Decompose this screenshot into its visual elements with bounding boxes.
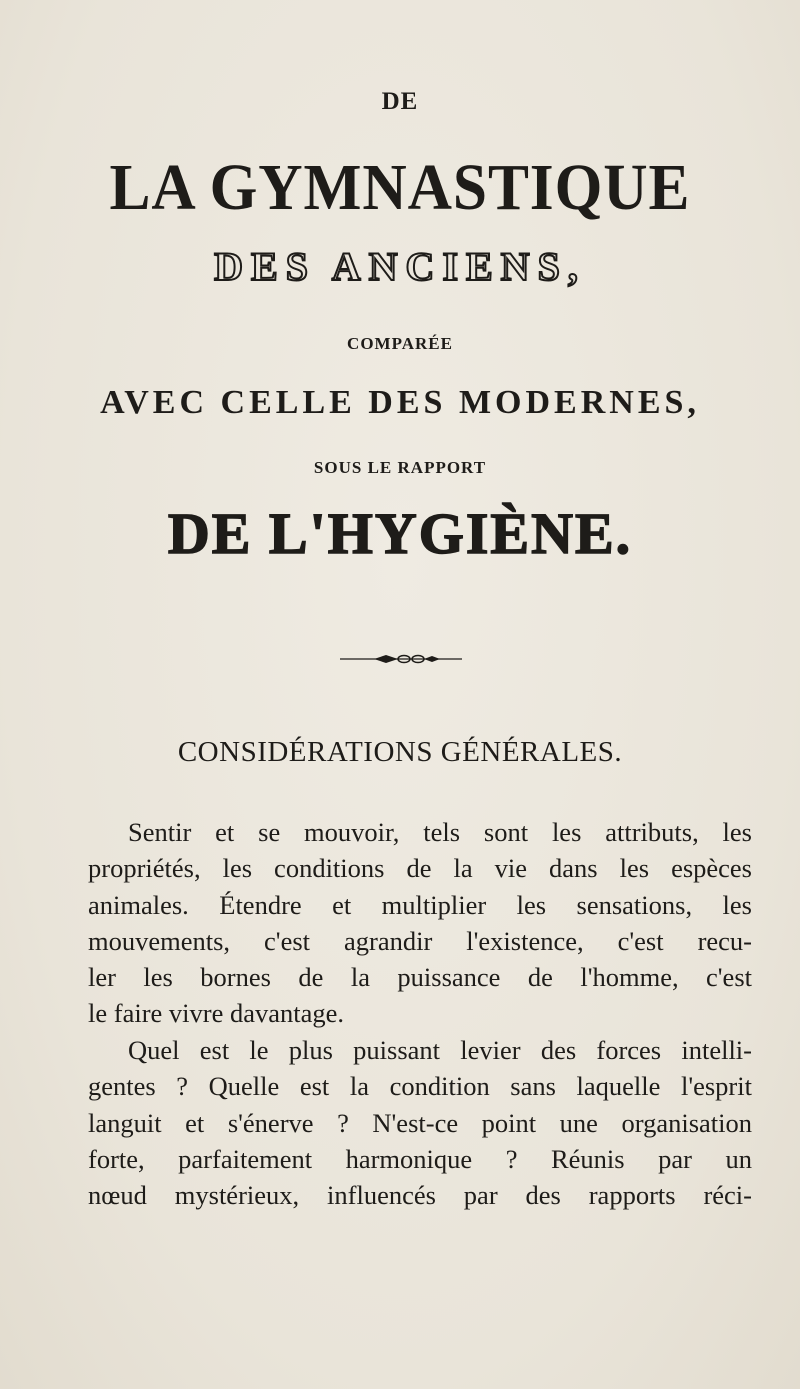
text-line: languit et s'énerve ? N'est-ce point une organisation	[88, 1107, 752, 1138]
ornament-divider	[0, 647, 800, 671]
paragraph-1	[88, 814, 752, 1032]
text-line: Sentir et se mouvoir, tels sont les attributs, les	[128, 817, 752, 847]
title-de: DE	[381, 88, 419, 115]
subtitle-anciens: DES ANCIENS,	[214, 244, 586, 289]
text-line: propriétés, les conditions de la vie dans les espèces	[88, 853, 752, 884]
text-line: animales. Étendre et multiplier les sensations, les	[88, 889, 752, 920]
subtitle-comparee: COMPARÉE	[347, 334, 453, 353]
text-line: forte, parfaitement harmonique ? Réunis par un	[88, 1143, 752, 1174]
main-title: LA GYMNASTIQUE	[109, 151, 691, 224]
text-line: ler les bornes de la puissance de l'homme, c'est	[88, 962, 752, 993]
section-heading: CONSIDÉRATIONS GÉNÉRALES.	[177, 736, 623, 768]
text-line: mouvements, c'est agrandir l'existence, c'est recu-	[88, 925, 752, 956]
subtitle-rapport: SOUS LE RAPPORT	[313, 458, 487, 477]
subtitle-hygiene: DE L'HYGIÈNE.	[167, 501, 633, 566]
paragraph-2	[88, 1032, 752, 1213]
text-line: le faire vivre davantage.	[88, 998, 345, 1029]
subtitle-avec-modernes: AVEC CELLE DES MODERNES,	[100, 384, 700, 421]
text-line: Quel est le plus puissant levier des forces intelli-	[128, 1035, 752, 1065]
text-line: nœud mystérieux, influencés par des rapports réci-	[88, 1180, 752, 1211]
text-line: gentes ? Quelle est la condition sans laquelle l'esprit	[88, 1071, 752, 1102]
